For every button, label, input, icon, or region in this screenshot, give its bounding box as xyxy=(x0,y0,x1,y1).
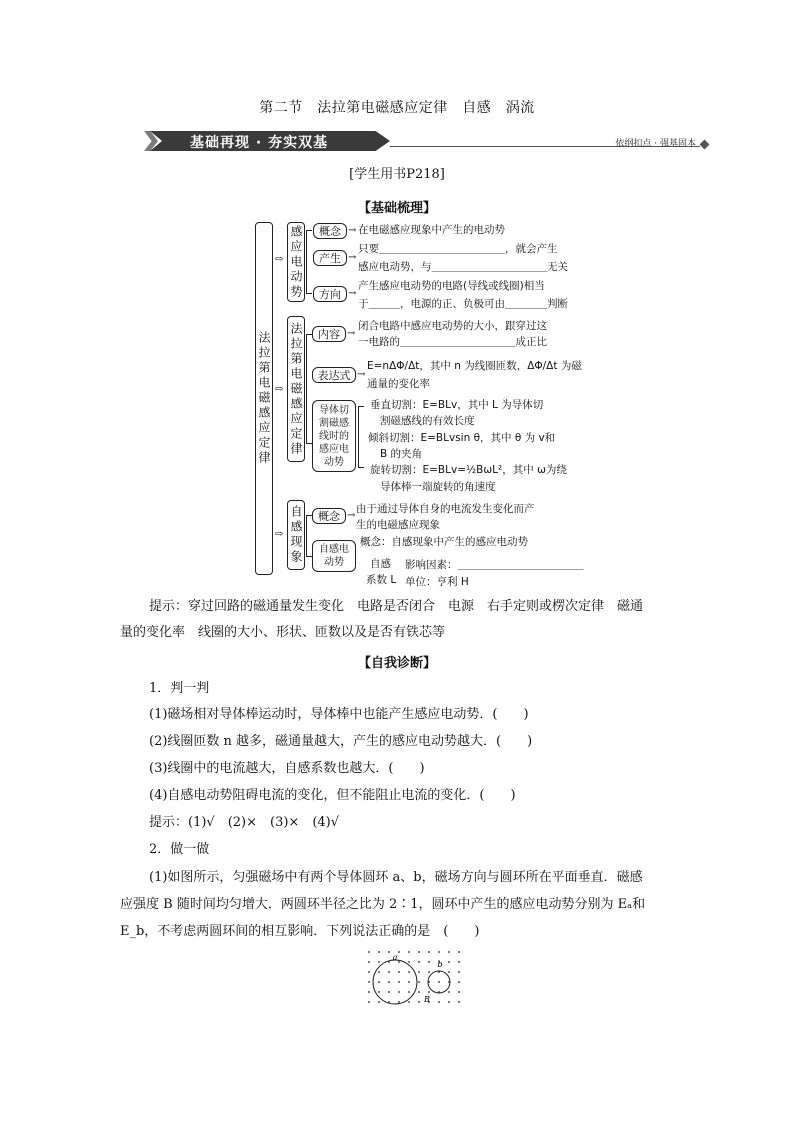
bracket xyxy=(358,406,364,468)
field-dot xyxy=(388,971,390,973)
field-dot xyxy=(428,951,430,953)
field-dot xyxy=(448,971,450,973)
field-dot xyxy=(458,961,460,963)
diamond-icon xyxy=(700,140,710,150)
field-dot xyxy=(378,981,380,983)
field-dot xyxy=(448,1001,450,1003)
ring-b-label: b xyxy=(437,960,443,969)
field-dot xyxy=(438,981,440,983)
field-dot xyxy=(408,1001,410,1003)
label-produce: 产生 xyxy=(313,250,347,266)
field-dot xyxy=(378,1001,380,1003)
field-dot xyxy=(378,961,380,963)
label-cut-emf: 导体切割磁感线时的感应电动势 xyxy=(312,400,356,472)
label-si-emf: 自感电动势 xyxy=(312,540,356,572)
section-banner xyxy=(150,128,710,154)
banner-label: 基础再现 · 夯实双基 xyxy=(190,135,329,151)
field-dot xyxy=(448,961,450,963)
field-dot xyxy=(408,951,410,953)
content-text-1: 闭合电路中感应电动势的大小，跟穿过这 xyxy=(358,320,547,332)
field-dot xyxy=(408,991,410,993)
ring-a-label: a xyxy=(392,953,398,962)
field-dot xyxy=(398,971,400,973)
practice-line-3: E_b，不考虑两圆环间的相互影响．下列说法正确的是 ( ) xyxy=(120,924,480,939)
field-dot xyxy=(388,991,390,993)
field-dot xyxy=(398,1001,400,1003)
field-dot xyxy=(388,981,390,983)
field-dot xyxy=(428,971,430,973)
field-dot xyxy=(448,991,450,993)
judge-item: (3)线圈中的电流越大，自感系数也越大．( ) xyxy=(149,761,425,776)
field-dot xyxy=(418,961,420,963)
arrow-icon: → xyxy=(347,510,356,521)
concept-text: 在电磁感应现象中产生的电动势 xyxy=(358,224,505,236)
produce-text-2: 感应电动势，与＿＿＿＿＿＿＿＿＿＿＿无关 xyxy=(358,261,568,273)
field-dot xyxy=(368,961,370,963)
practice-line-1: (1)如图所示，匀强磁场中有两个导体圆环 a、b，磁场方向与圆环所在平面垂直．磁感 xyxy=(149,870,643,885)
field-dot xyxy=(458,991,460,993)
arrow-icon: → xyxy=(348,252,357,263)
arrow-right-icon: ⇨ xyxy=(275,384,284,395)
field-dot xyxy=(418,1001,420,1003)
field-dot xyxy=(458,981,460,983)
rotate-cut-2: 导体棒一端旋转的角速度 xyxy=(380,481,496,493)
field-dot xyxy=(368,1001,370,1003)
branch-self-induction: 自感现象 xyxy=(287,500,305,570)
field-dot xyxy=(378,951,380,953)
section-heading-diagnosis: 【自我诊断】 xyxy=(357,656,436,671)
rings-figure xyxy=(365,948,465,1010)
field-dot xyxy=(368,981,370,983)
practice-heading: 2．做一做 xyxy=(149,842,210,857)
field-dot xyxy=(408,971,410,973)
hint-line-2: 量的变化率 线圈的大小、形状、匝数以及是否有铁芯等 xyxy=(120,625,446,640)
judge-item: (2)线圈匝数 n 越多，磁通量越大，产生的感应电动势越大．( ) xyxy=(149,734,533,749)
page-title: 第二节 法拉第电磁感应定律 自感 涡流 xyxy=(259,100,535,116)
oblique-cut-2: B 的夹角 xyxy=(380,448,423,460)
si-concept-1: 由于通过导体自身的电流发生变化而产 xyxy=(356,503,535,515)
label-si-concept: 概念 xyxy=(312,508,346,524)
si-coef-label-2: 系数 L xyxy=(366,574,397,586)
arrow-icon: → xyxy=(348,225,357,236)
arrow-right-icon: ⇨ xyxy=(275,254,284,265)
bracket xyxy=(306,230,312,294)
label-formula: 表达式 xyxy=(312,367,356,383)
field-dot xyxy=(368,971,370,973)
field-dot xyxy=(418,981,420,983)
field-dot xyxy=(368,991,370,993)
field-dot xyxy=(448,951,450,953)
field-dot xyxy=(418,971,420,973)
field-label: B xyxy=(424,995,430,1004)
formula-text-2: 通量的变化率 xyxy=(367,378,430,390)
branch-emf: 感应电动势 xyxy=(287,222,305,302)
hint-line-1: 提示：穿过回路的磁通量发生变化 电路是否闭合 电源 右手定则或楞次定律 磁通 xyxy=(149,599,644,614)
label-direction: 方向 xyxy=(313,286,347,302)
arrow-icon: → xyxy=(348,288,357,299)
field-dot xyxy=(398,991,400,993)
field-dot xyxy=(438,1001,440,1003)
si-coef-label-1: 自感 xyxy=(370,558,391,570)
field-dot xyxy=(398,951,400,953)
arrow-right-icon: ⇨ xyxy=(275,529,284,540)
field-dot xyxy=(398,981,400,983)
si-concept-2: 生的电磁感应现象 xyxy=(356,519,440,531)
label-concept: 概念 xyxy=(313,223,347,239)
oblique-cut-1: 倾斜切割：E=BLvsin θ，其中 θ 为 v和 xyxy=(368,432,556,444)
field-dot xyxy=(408,961,410,963)
field-dot xyxy=(378,991,380,993)
section-heading-basic: 【基础梳理】 xyxy=(357,201,436,216)
judge-item: (4)自感电动势阻碍电流的变化，但不能阻止电流的变化．( ) xyxy=(149,788,516,803)
si-emf-concept: 概念：自感现象中产生的感应电动势 xyxy=(360,536,528,548)
rotate-cut-1: 旋转切割：E=BLv=½BωL²，其中 ω为绕 xyxy=(370,464,567,476)
practice-line-2: 应强度 B 随时间均匀增大．两圆环半径之比为 2∶1，圆环中产生的感应电动势分别为 Eₐ和 xyxy=(120,897,646,912)
field-dot xyxy=(428,991,430,993)
produce-text-1: 只要＿＿＿＿＿＿＿＿＿＿＿＿，就会产生 xyxy=(358,243,558,255)
student-book-ref: [学生用书P218] xyxy=(349,167,445,182)
field-dot xyxy=(368,951,370,953)
field-dot xyxy=(418,951,420,953)
banner-right-text: 依纲扣点 · 强基固本 xyxy=(615,139,696,149)
direction-text-2: 于＿＿＿，电源的正、负极可由＿＿＿＿判断 xyxy=(358,298,568,310)
formula-text-1: E=nΔΦ/Δt，其中 n 为线圈匝数，ΔΦ/Δt 为磁 xyxy=(367,360,582,372)
arrow-icon: → xyxy=(357,369,366,380)
si-coef-factor: 影响因素：＿＿＿＿＿＿＿＿＿＿＿＿ xyxy=(405,559,584,571)
judge-answer: 提示：(1)√ (2)× (3)× (4)√ xyxy=(149,815,340,830)
judge-heading: 1．判一判 xyxy=(149,681,210,696)
field-dot xyxy=(398,961,400,963)
branch-faraday-law: 法拉第电磁感应定律 xyxy=(287,316,305,462)
vertical-cut-1: 垂直切割：E=BLv，其中 L 为导体切 xyxy=(370,399,544,411)
field-dot xyxy=(418,991,420,993)
arrow-icon: → xyxy=(347,328,356,339)
field-dot xyxy=(458,1001,460,1003)
field-dot xyxy=(438,951,440,953)
field-dot xyxy=(408,981,410,983)
direction-text-1: 产生感应电动势的电路(导线或线圈)相当 xyxy=(358,280,545,292)
field-dot xyxy=(428,961,430,963)
mindmap-root: 法拉第电磁感应定律 xyxy=(255,222,273,575)
vertical-cut-2: 割磁感线的有效长度 xyxy=(380,415,475,427)
si-coef-unit: 单位：亨利 H xyxy=(405,576,469,588)
field-dot xyxy=(388,951,390,953)
field-dot xyxy=(458,951,460,953)
label-content: 内容 xyxy=(312,326,346,342)
content-text-2: 一电路的＿＿＿＿＿＿＿＿＿＿＿成正比 xyxy=(358,336,547,348)
field-dot xyxy=(378,971,380,973)
field-dot xyxy=(458,971,460,973)
judge-item: (1)磁场相对导体棒运动时，导体棒中也能产生感应电动势．( ) xyxy=(149,707,529,722)
